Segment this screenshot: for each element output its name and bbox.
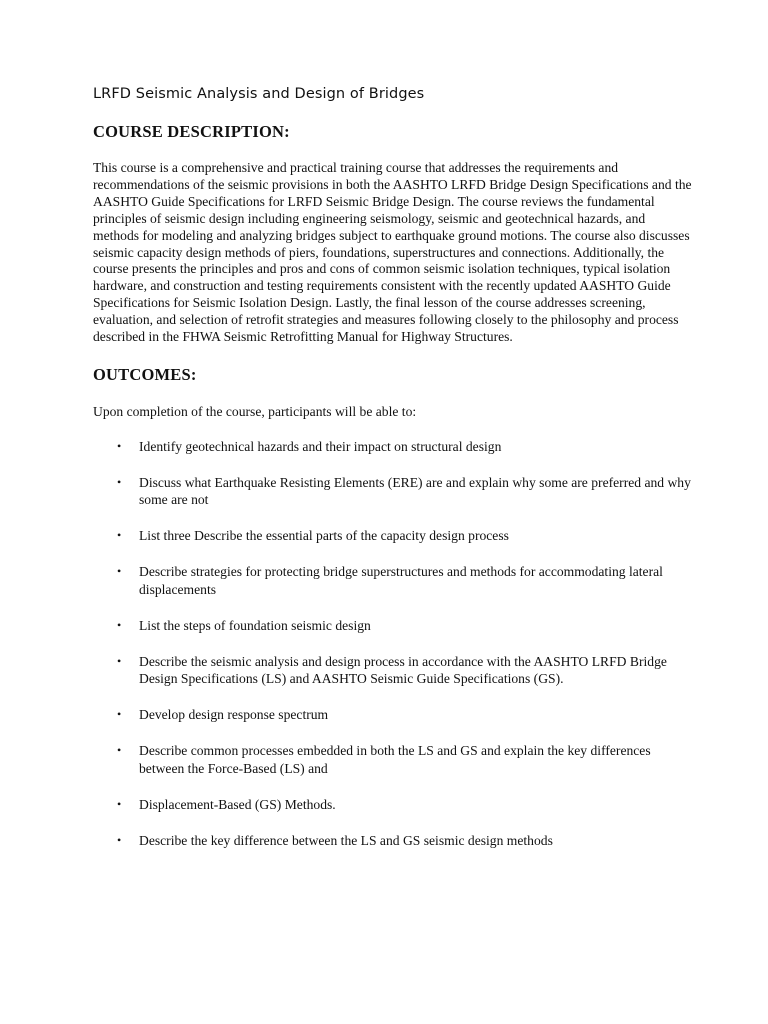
outcome-text: Describe common processes embedded in both the LS and GS and explain the key differences between the Force-Based (LS) and [139, 743, 651, 776]
outcome-item [93, 832, 693, 850]
outcomes-heading: OUTCOMES: [93, 364, 197, 384]
outcome-text: Describe the seismic analysis and design process in accordance with the AASHTO LRFD Bridge Design Specifications (LS) and AASHTO Seismic Guide Specifications (GS). [139, 653, 667, 687]
outcome-text: Discuss what Earthquake Resisting Elements (ERE) are and explain why some are preferred and why some are not [139, 474, 691, 508]
bullet-icon: • [117, 832, 122, 847]
outcome-text: Describe the key difference between the LS and GS seismic design methods [139, 832, 553, 848]
bullet-icon: • [117, 796, 122, 811]
outcome-text: Describe strategies for protecting bridge superstructures and methods for accommodating lateral displacements [139, 564, 663, 597]
outcome-item [93, 438, 693, 456]
outcome-text: Identify geotechnical hazards and their impact on structural design [139, 438, 502, 454]
outcomes-intro: Upon completion of the course, participants will be able to: [93, 403, 417, 419]
bullet-icon: • [117, 474, 122, 489]
bullet-icon: • [117, 707, 122, 722]
outcome-item [93, 706, 693, 724]
outcome-text: List three Describe the essential parts of the capacity design process [139, 528, 509, 544]
bullet-icon: • [117, 564, 122, 579]
bullet-icon: • [117, 743, 122, 758]
outcome-item [93, 527, 693, 545]
bullet-icon: • [117, 438, 122, 453]
document-page [93, 86, 693, 868]
outcome-item [93, 742, 693, 777]
outcome-item [93, 653, 693, 688]
bullet-icon: • [117, 617, 122, 632]
outcome-item [93, 474, 693, 509]
outcome-text: List the steps of foundation seismic design [139, 617, 371, 633]
course-description-paragraph: This course is a comprehensive and practical training course that addresses the requirements and recommendations of the seismic provisions in both the AASHTO LRFD Bridge Design Specifications and the AASHTO Guide Specifications for LRFD Seismic Bridge Design. The course reviews the fundamental principles of seismic design including engineering seismology, seismic and geotechnical hazards, and methods for modeling and analyzing bridges subject to earthquake ground motions. The course also discusses seismic capacity design methods of piers, foundations, superstructures and connections. Additionally, the course presents the principles and pros and cons of common seismic isolation techniques, typical isolation hardware, and construction and testing requirements consistent with the recently updated AASHTO Guide Specifications for Seismic Isolation Design. Lastly, the final lesson of the course addresses screening, evaluation, and selection of retrofit strategies and measures following closely to the philosophy and process described in the FHWA Seismic Retrofitting Manual for Highway Structures. [93, 160, 692, 345]
outcomes-list [93, 438, 693, 850]
outcome-text: Displacement-Based (GS) Methods. [139, 796, 336, 812]
document-title: LRFD Seismic Analysis and Design of Bridges [93, 86, 425, 102]
bullet-icon: • [117, 528, 122, 543]
bullet-icon: • [117, 653, 122, 668]
outcome-item [93, 617, 693, 635]
outcome-item [93, 796, 693, 814]
course-description-heading: COURSE DESCRIPTION: [93, 122, 290, 141]
outcome-item [93, 563, 693, 598]
outcome-text: Develop design response spectrum [139, 707, 329, 723]
